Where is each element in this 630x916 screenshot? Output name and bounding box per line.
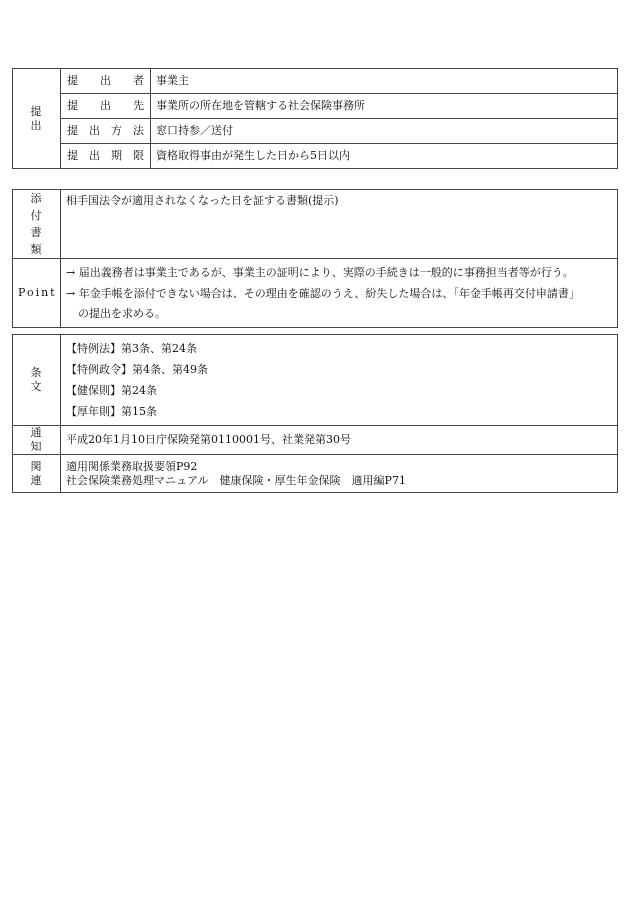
related-header: 関連 [13,455,61,493]
method-label: 提出方法 [61,119,151,144]
table-row [13,119,618,144]
destination-label: 提出先 [61,94,151,119]
attachments-header: 添付書類 [13,190,61,259]
table-row [13,144,618,169]
article-line: 【厚年則】第15条 [66,405,157,418]
attachments-value: 相手国法令が適用されなくなった日を証する書類(提示) [61,190,618,259]
article-line: 【特例法】第3条、第24条 [66,342,197,355]
references-table [12,334,618,493]
table-row [13,335,618,426]
notice-value: 平成20年1月10日庁保険発第0110001号、社業発第30号 [61,426,618,455]
point-line: → 届出義務者は事業主であるが、事業主の証明により、実際の手続きは一般的に事務担当者等が行う。 [66,266,574,279]
deadline-label: 提出期限 [61,144,151,169]
submitter-value: 事業主 [151,69,618,94]
related-body [61,455,618,493]
submission-table [12,68,618,169]
table-row [13,190,618,259]
table-row [13,426,618,455]
table-row [13,94,618,119]
notice-header: 通知 [13,426,61,455]
article-line: 【健保則】第24条 [66,384,157,397]
attachments-table [12,189,618,328]
point-body [61,259,618,328]
deadline-value: 資格取得事由が発生した日から5日以内 [151,144,618,169]
method-value: 窓口持参／送付 [151,119,618,144]
submission-header: 提出 [13,69,61,169]
related-line: 適用関係業務取扱要領P92 [66,459,198,473]
table-row [13,259,618,328]
point-line: → 年金手帳を添付できない場合は、その理由を確認のうえ、紛失した場合は、「年金手帳再交付申請書」 [66,287,580,300]
destination-value: 事業所の所在地を管轄する社会保険事務所 [151,94,618,119]
point-line: の提出を求める。 [78,307,166,320]
table-row [13,69,618,94]
submitter-label: 提出者 [61,69,151,94]
articles-header: 条文 [13,335,61,426]
related-line: 社会保険業務処理マニュアル 健康保険・厚生年金保険 適用編P71 [66,473,406,487]
article-line: 【特例政令】第4条、第49条 [66,363,208,376]
point-header: Point [13,259,61,328]
articles-body [61,335,618,426]
table-row [13,455,618,493]
